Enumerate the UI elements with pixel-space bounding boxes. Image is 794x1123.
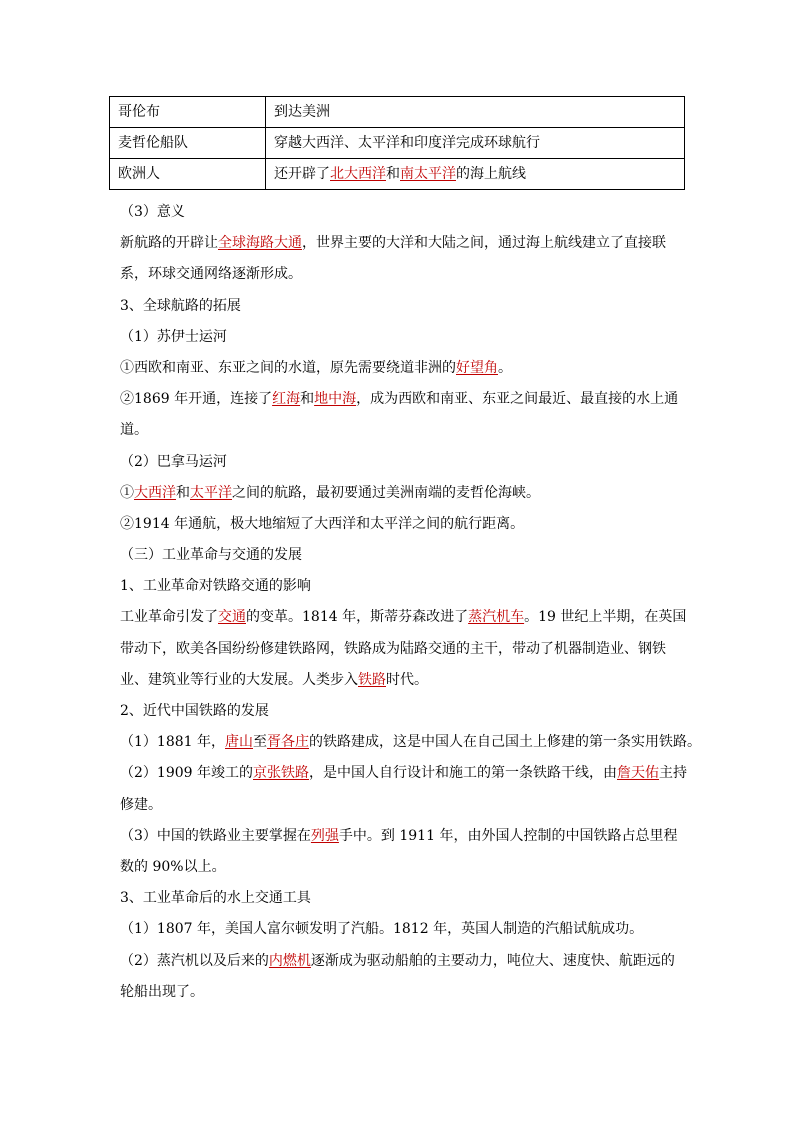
text-line: [120, 602, 687, 633]
text-line: [120, 353, 680, 384]
text-span: 至: [253, 734, 267, 751]
highlighted-term: 列强: [310, 827, 339, 844]
text-line: [120, 821, 680, 852]
highlighted-term: 唐山: [225, 734, 253, 751]
highlighted-term: 北大西洋: [330, 166, 386, 182]
text-line: [120, 790, 680, 821]
highlighted-term: 内燃机: [268, 952, 311, 969]
text-line: [120, 946, 680, 977]
text-span: （2）1909 年竣工的: [120, 765, 253, 782]
table-cell-desc: [266, 128, 685, 159]
text-line: [120, 540, 680, 571]
text-span: 系，环球交通网络逐渐形成。: [120, 266, 302, 283]
text-span: 的铁路建成，这是中国人在自己国土上修建的第一条实用铁路。: [309, 734, 701, 751]
table-cell-desc: [266, 159, 685, 190]
text-span: （1）苏伊士运河: [120, 328, 227, 345]
text-span: 修建。: [120, 796, 162, 813]
text-span: ②1869 年开通，连接了: [120, 391, 273, 408]
text-span: ，成为西欧和南亚、东亚之间最近、最直接的水上通: [356, 391, 679, 408]
table-cell-name: 麦哲伦船队: [110, 128, 266, 159]
text-span: 手中。到 1911 年，由外国人控制的中国铁路占总里程: [338, 827, 678, 844]
text-span: 带动下，欧美各国纷纷修建铁路网，铁路成为陆路交通的主干，带动了机器制造业、钢铁: [120, 640, 666, 657]
text-span: （2）蒸汽机以及后来的: [120, 952, 269, 969]
text-span: 数的 90%以上。: [120, 858, 226, 875]
text-span: （3）中国的铁路业主要掌握在: [120, 827, 311, 844]
text-span: 2、近代中国铁路的发展: [120, 703, 269, 719]
text-span: 1、工业革命对铁路交通的影响: [120, 578, 311, 595]
text-span: 时代。: [386, 671, 428, 688]
table-row: [110, 159, 685, 190]
text-line: [120, 478, 680, 509]
text-span: （2）巴拿马运河: [120, 453, 227, 470]
text-line: [120, 665, 680, 696]
highlighted-term: 南太平洋: [400, 166, 456, 182]
text-line: [120, 291, 680, 322]
text-line: [120, 228, 680, 259]
text-line: [120, 322, 680, 353]
text-span: 轮船出现了。: [120, 983, 204, 1000]
text-span: 和: [386, 166, 400, 182]
summary-table: [109, 96, 685, 190]
text-line: [120, 384, 680, 415]
highlighted-term: 詹天佑: [617, 765, 659, 782]
text-line: [120, 447, 680, 478]
text-line: [120, 634, 680, 665]
document-body: [120, 197, 701, 1008]
text-span: 和: [176, 484, 190, 501]
text-span: 。: [498, 359, 512, 376]
highlighted-term: 铁路: [358, 671, 386, 688]
text-span: 和: [300, 391, 315, 408]
text-span: 业、建筑业等行业的大发展。人类步入: [120, 671, 358, 688]
text-span: 之间的航路，最初要通过美洲南端的麦哲伦海峡。: [232, 484, 540, 501]
text-span: ①西欧和南亚、东亚之间的水道，原先需要绕道非洲的: [120, 359, 456, 376]
table-row: [110, 128, 685, 159]
text-line: [120, 914, 680, 945]
text-span: ，是中国人自行设计和施工的第一条铁路干线，由: [309, 765, 617, 782]
text-span: 3、工业革命后的水上交通工具: [120, 890, 311, 907]
text-span: 道。: [120, 422, 148, 439]
text-span: 逐渐成为驱动船舶的主要动力，吨位大、速度快、航距远的: [310, 952, 675, 969]
text-line: [120, 852, 680, 883]
highlighted-term: 大西洋: [134, 484, 176, 501]
table-cell-name: 哥伦布: [110, 97, 266, 128]
highlighted-term: 红海: [272, 391, 301, 408]
text-span: 还开辟了: [274, 166, 330, 182]
text-span: 主持: [659, 765, 687, 782]
text-line: [120, 571, 680, 602]
text-line: [120, 883, 680, 914]
text-span: ②1914 年通航，极大地缩短了大西洋和太平洋之间的航行距离。: [120, 515, 525, 532]
text-span: 的变革。1814 年，斯蒂芬森改进了: [246, 609, 469, 626]
highlighted-term: 全球海路大通: [218, 235, 302, 252]
table-cell-name: 欧洲人: [110, 159, 266, 190]
table-row: [110, 97, 685, 128]
text-span: ①: [120, 484, 134, 501]
highlighted-term: 京张铁路: [253, 765, 309, 782]
text-line: [120, 696, 680, 727]
highlighted-term: 蒸汽机车: [468, 609, 525, 626]
highlighted-term: 交通: [218, 609, 246, 626]
text-span: 到达美洲: [274, 104, 330, 120]
text-span: 新航路的开辟让: [120, 235, 218, 252]
text-line: [120, 415, 680, 446]
highlighted-term: 胥各庄: [267, 734, 309, 751]
text-line: [120, 259, 680, 290]
text-line: [120, 509, 680, 540]
text-span: （3）意义: [120, 204, 185, 220]
text-span: （三）工业革命与交通的发展: [120, 547, 302, 564]
text-span: 穿越大西洋、太平洋和印度洋完成环球航行: [274, 135, 540, 151]
text-span: 。19 世纪上半期，在英国: [524, 609, 687, 626]
text-span: 的海上航线: [456, 166, 526, 182]
highlighted-term: 好望角: [456, 359, 498, 376]
text-span: 工业革命引发了: [120, 609, 218, 626]
text-span: （1）1807 年，美国人富尔顿发明了汽船。1812 年，英国人制造的汽船试航成功。: [120, 921, 644, 938]
text-line: [120, 758, 687, 789]
text-span: 3、全球航路的拓展: [120, 297, 241, 314]
table-cell-desc: [266, 97, 685, 128]
text-span: ，世界主要的大洋和大陆之间，通过海上航线建立了直接联: [302, 235, 666, 252]
highlighted-term: 太平洋: [190, 484, 232, 501]
text-span: （1）1881 年，: [120, 734, 225, 751]
text-line: [120, 197, 680, 228]
text-line: [120, 977, 680, 1008]
text-line: [120, 727, 701, 758]
highlighted-term: 地中海: [314, 391, 357, 408]
